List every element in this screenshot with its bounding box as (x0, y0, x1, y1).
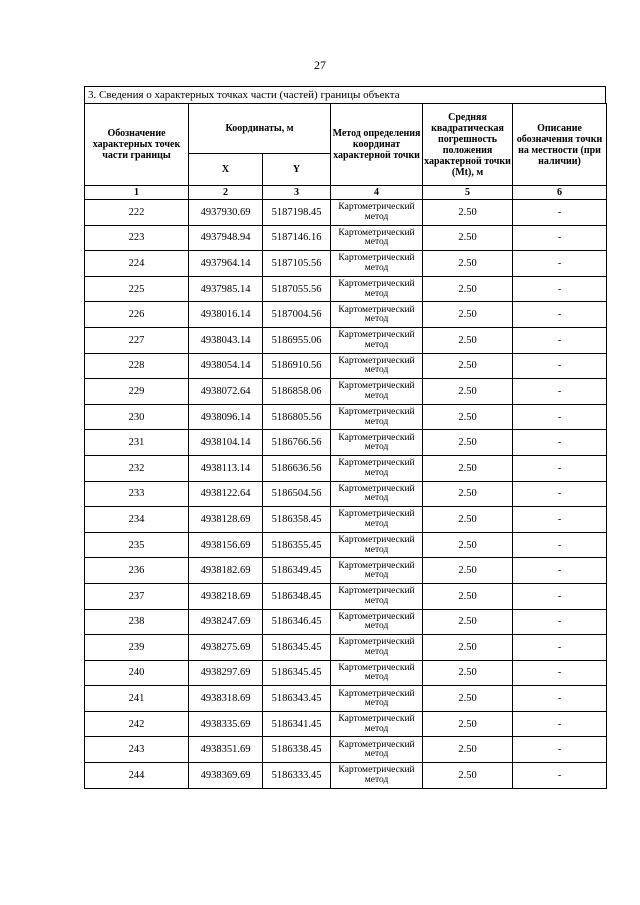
description-cell: - (513, 686, 607, 712)
table-row (85, 763, 607, 789)
description-cell: - (513, 737, 607, 763)
accuracy-cell: 2.50 (423, 404, 513, 430)
y-coordinate-cell: 5187004.56 (263, 302, 331, 328)
table-row (85, 660, 607, 686)
y-coordinate-cell: 5186955.06 (263, 327, 331, 353)
point-cell: 241 (85, 686, 189, 712)
accuracy-cell: 2.50 (423, 251, 513, 277)
point-cell: 233 (85, 481, 189, 507)
table-row (85, 481, 607, 507)
description-cell: - (513, 583, 607, 609)
point-cell: 228 (85, 353, 189, 379)
y-coordinate-cell: 5186345.45 (263, 660, 331, 686)
point-cell: 239 (85, 635, 189, 661)
method-cell: Картометрический метод (331, 379, 423, 405)
method-cell: Картометрический метод (331, 430, 423, 456)
method-cell: Картометрический метод (331, 507, 423, 533)
y-coordinate-cell: 5186346.45 (263, 609, 331, 635)
x-coordinate-cell: 4938128.69 (189, 507, 263, 533)
y-coordinate-cell: 5186636.56 (263, 455, 331, 481)
column-number: 1 (85, 186, 189, 200)
column-number: 5 (423, 186, 513, 200)
description-cell: - (513, 353, 607, 379)
header-x: X (189, 154, 263, 186)
method-cell: Картометрический метод (331, 660, 423, 686)
x-coordinate-cell: 4938218.69 (189, 583, 263, 609)
point-cell: 225 (85, 276, 189, 302)
method-cell: Картометрический метод (331, 251, 423, 277)
x-coordinate-cell: 4938369.69 (189, 763, 263, 789)
table-row (85, 635, 607, 661)
description-cell: - (513, 455, 607, 481)
x-coordinate-cell: 4938318.69 (189, 686, 263, 712)
method-cell: Картометрический метод (331, 763, 423, 789)
point-cell: 230 (85, 404, 189, 430)
accuracy-cell: 2.50 (423, 609, 513, 635)
description-cell: - (513, 200, 607, 226)
point-cell: 238 (85, 609, 189, 635)
description-cell: - (513, 763, 607, 789)
x-coordinate-cell: 4938113.14 (189, 455, 263, 481)
method-cell: Картометрический метод (331, 686, 423, 712)
description-cell: - (513, 379, 607, 405)
accuracy-cell: 2.50 (423, 302, 513, 328)
table-row (85, 558, 607, 584)
description-cell: - (513, 430, 607, 456)
point-cell: 229 (85, 379, 189, 405)
table-row (85, 251, 607, 277)
description-cell: - (513, 404, 607, 430)
method-cell: Картометрический метод (331, 737, 423, 763)
method-cell: Картометрический метод (331, 609, 423, 635)
table-row (85, 609, 607, 635)
x-coordinate-cell: 4938275.69 (189, 635, 263, 661)
point-cell: 231 (85, 430, 189, 456)
header-accuracy: Средняя квадратическая погрешность положения характерной точки (Mt), м (423, 104, 513, 186)
table-row (85, 379, 607, 405)
table-row (85, 686, 607, 712)
method-cell: Картометрический метод (331, 327, 423, 353)
accuracy-cell: 2.50 (423, 481, 513, 507)
accuracy-cell: 2.50 (423, 379, 513, 405)
y-coordinate-cell: 5186766.56 (263, 430, 331, 456)
accuracy-cell: 2.50 (423, 763, 513, 789)
header-coordinates: Координаты, м (189, 104, 331, 154)
description-cell: - (513, 276, 607, 302)
description-cell: - (513, 225, 607, 251)
y-coordinate-cell: 5186858.06 (263, 379, 331, 405)
accuracy-cell: 2.50 (423, 225, 513, 251)
table-row (85, 327, 607, 353)
accuracy-cell: 2.50 (423, 353, 513, 379)
point-cell: 242 (85, 711, 189, 737)
accuracy-cell: 2.50 (423, 635, 513, 661)
accuracy-cell: 2.50 (423, 558, 513, 584)
point-cell: 234 (85, 507, 189, 533)
accuracy-cell: 2.50 (423, 686, 513, 712)
accuracy-cell: 2.50 (423, 200, 513, 226)
x-coordinate-cell: 4938351.69 (189, 737, 263, 763)
method-cell: Картометрический метод (331, 200, 423, 226)
point-cell: 232 (85, 455, 189, 481)
column-number: 2 (189, 186, 263, 200)
point-cell: 227 (85, 327, 189, 353)
accuracy-cell: 2.50 (423, 327, 513, 353)
table-body (85, 200, 607, 789)
table-row (85, 532, 607, 558)
table-row (85, 507, 607, 533)
description-cell: - (513, 609, 607, 635)
x-coordinate-cell: 4938096.14 (189, 404, 263, 430)
column-numbers-row (85, 186, 607, 200)
method-cell: Картометрический метод (331, 353, 423, 379)
description-cell: - (513, 481, 607, 507)
x-coordinate-cell: 4938182.69 (189, 558, 263, 584)
method-cell: Картометрический метод (331, 404, 423, 430)
description-cell: - (513, 558, 607, 584)
section-title: 3. Сведения о характерных точках части (частей) границы объекта (84, 86, 606, 103)
accuracy-cell: 2.50 (423, 276, 513, 302)
accuracy-cell: 2.50 (423, 660, 513, 686)
header-description: Описание обозначения точки на местности (при наличии) (513, 104, 607, 186)
table-row (85, 455, 607, 481)
y-coordinate-cell: 5186358.45 (263, 507, 331, 533)
point-cell: 224 (85, 251, 189, 277)
column-number: 4 (331, 186, 423, 200)
description-cell: - (513, 532, 607, 558)
method-cell: Картометрический метод (331, 635, 423, 661)
y-coordinate-cell: 5187198.45 (263, 200, 331, 226)
point-cell: 222 (85, 200, 189, 226)
table-row (85, 583, 607, 609)
point-cell: 243 (85, 737, 189, 763)
y-coordinate-cell: 5186805.56 (263, 404, 331, 430)
method-cell: Картометрический метод (331, 455, 423, 481)
x-coordinate-cell: 4937985.14 (189, 276, 263, 302)
method-cell: Картометрический метод (331, 481, 423, 507)
header-method: Метод определения координат характерной точки (331, 104, 423, 186)
accuracy-cell: 2.50 (423, 737, 513, 763)
y-coordinate-cell: 5187146.16 (263, 225, 331, 251)
y-coordinate-cell: 5186343.45 (263, 686, 331, 712)
x-coordinate-cell: 4938122.64 (189, 481, 263, 507)
x-coordinate-cell: 4938335.69 (189, 711, 263, 737)
x-coordinate-cell: 4938054.14 (189, 353, 263, 379)
accuracy-cell: 2.50 (423, 507, 513, 533)
y-coordinate-cell: 5186345.45 (263, 635, 331, 661)
y-coordinate-cell: 5186348.45 (263, 583, 331, 609)
points-table-container (84, 86, 606, 789)
accuracy-cell: 2.50 (423, 430, 513, 456)
accuracy-cell: 2.50 (423, 532, 513, 558)
table-row (85, 711, 607, 737)
table-row (85, 276, 607, 302)
point-cell: 236 (85, 558, 189, 584)
column-number: 6 (513, 186, 607, 200)
y-coordinate-cell: 5186333.45 (263, 763, 331, 789)
y-coordinate-cell: 5186355.45 (263, 532, 331, 558)
x-coordinate-cell: 4937964.14 (189, 251, 263, 277)
method-cell: Картометрический метод (331, 532, 423, 558)
point-cell: 244 (85, 763, 189, 789)
y-coordinate-cell: 5187105.56 (263, 251, 331, 277)
description-cell: - (513, 635, 607, 661)
point-cell: 235 (85, 532, 189, 558)
method-cell: Картометрический метод (331, 302, 423, 328)
table-row (85, 200, 607, 226)
y-coordinate-cell: 5186504.56 (263, 481, 331, 507)
y-coordinate-cell: 5186349.45 (263, 558, 331, 584)
x-coordinate-cell: 4938043.14 (189, 327, 263, 353)
method-cell: Картометрический метод (331, 558, 423, 584)
method-cell: Картометрический метод (331, 583, 423, 609)
table-header (85, 104, 607, 200)
y-coordinate-cell: 5186341.45 (263, 711, 331, 737)
description-cell: - (513, 711, 607, 737)
table-row (85, 737, 607, 763)
method-cell: Картометрический метод (331, 711, 423, 737)
point-cell: 226 (85, 302, 189, 328)
accuracy-cell: 2.50 (423, 583, 513, 609)
point-cell: 237 (85, 583, 189, 609)
x-coordinate-cell: 4938297.69 (189, 660, 263, 686)
column-number: 3 (263, 186, 331, 200)
x-coordinate-cell: 4938104.14 (189, 430, 263, 456)
table-row (85, 302, 607, 328)
y-coordinate-cell: 5187055.56 (263, 276, 331, 302)
y-coordinate-cell: 5186910.56 (263, 353, 331, 379)
description-cell: - (513, 302, 607, 328)
table-row (85, 430, 607, 456)
x-coordinate-cell: 4938016.14 (189, 302, 263, 328)
table-row (85, 404, 607, 430)
table-row (85, 353, 607, 379)
x-coordinate-cell: 4938247.69 (189, 609, 263, 635)
point-cell: 223 (85, 225, 189, 251)
point-cell: 240 (85, 660, 189, 686)
accuracy-cell: 2.50 (423, 711, 513, 737)
x-coordinate-cell: 4938072.64 (189, 379, 263, 405)
description-cell: - (513, 327, 607, 353)
description-cell: - (513, 507, 607, 533)
x-coordinate-cell: 4937930.69 (189, 200, 263, 226)
description-cell: - (513, 660, 607, 686)
description-cell: - (513, 251, 607, 277)
x-coordinate-cell: 4937948.94 (189, 225, 263, 251)
method-cell: Картометрический метод (331, 225, 423, 251)
table-row (85, 225, 607, 251)
header-y: Y (263, 154, 331, 186)
characteristic-points-table (84, 103, 607, 789)
header-designation: Обозначение характерных точек части границы (85, 104, 189, 186)
page-number: 27 (314, 58, 326, 72)
x-coordinate-cell: 4938156.69 (189, 532, 263, 558)
accuracy-cell: 2.50 (423, 455, 513, 481)
y-coordinate-cell: 5186338.45 (263, 737, 331, 763)
method-cell: Картометрический метод (331, 276, 423, 302)
